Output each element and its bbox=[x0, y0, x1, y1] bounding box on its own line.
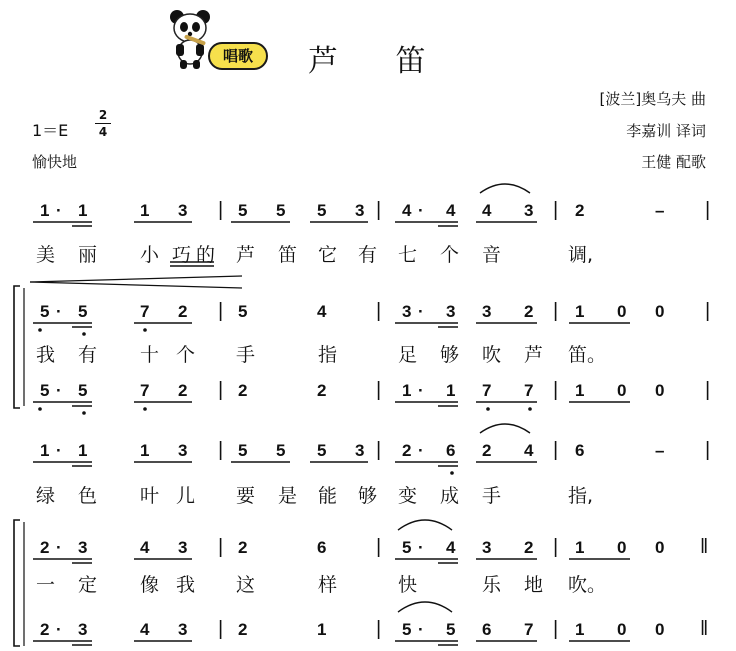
note: 0 bbox=[655, 381, 665, 400]
note: 2 bbox=[40, 620, 50, 639]
note: 2 bbox=[178, 381, 188, 400]
lyric-syllable: 有 bbox=[78, 344, 98, 366]
note: 2 bbox=[482, 441, 492, 460]
system-braces bbox=[14, 286, 24, 646]
barline: | bbox=[553, 379, 559, 401]
note: 3 bbox=[178, 620, 188, 639]
lyric-syllable: 个 bbox=[440, 244, 460, 266]
note: 7 bbox=[140, 381, 150, 400]
lyric-syllable: 快 bbox=[398, 574, 418, 596]
dot-mark: · bbox=[56, 441, 62, 460]
lyric-syllable: 个 bbox=[176, 344, 196, 366]
lyric-syllable: 定 bbox=[78, 574, 98, 596]
note: 5 bbox=[238, 201, 248, 220]
arranger-credit: 王健 配歌 bbox=[641, 153, 706, 171]
note: 0 bbox=[655, 302, 665, 321]
note: 2 bbox=[238, 620, 248, 639]
lyric-syllable: 样 bbox=[318, 574, 338, 596]
note: 5 bbox=[402, 620, 412, 639]
note: 7 bbox=[524, 620, 534, 639]
note: 6 bbox=[482, 620, 492, 639]
lyric-syllable: 丽 bbox=[78, 244, 98, 266]
lyric-syllable: 十 bbox=[140, 344, 160, 366]
note: 3 bbox=[178, 441, 188, 460]
note: 7 bbox=[140, 302, 150, 321]
note: 4 bbox=[482, 201, 492, 220]
lyric-syllable: 巧 bbox=[172, 244, 192, 266]
hold-dash: – bbox=[655, 441, 665, 460]
lyric-syllable: 够 bbox=[440, 344, 460, 366]
lyric-syllable: 调, bbox=[568, 244, 594, 266]
note: 6 bbox=[446, 441, 456, 460]
note: 1 bbox=[575, 302, 585, 321]
note: 3 bbox=[178, 201, 188, 220]
barline: | bbox=[376, 199, 382, 221]
lyric-syllable: 手 bbox=[482, 485, 502, 507]
barline: | bbox=[376, 300, 382, 322]
barline: | bbox=[705, 199, 711, 221]
lyric-syllable: 地 bbox=[524, 574, 544, 596]
rhythm-underlines bbox=[33, 222, 630, 645]
dot-mark: · bbox=[56, 620, 62, 639]
note: 1 bbox=[78, 201, 88, 220]
lyric-syllable: 音 bbox=[482, 244, 502, 266]
note: 6 bbox=[317, 538, 327, 557]
lyric-syllable: 芦 bbox=[524, 344, 544, 366]
note: 3 bbox=[178, 538, 188, 557]
slurs bbox=[398, 184, 530, 612]
lyric-syllable: 是 bbox=[278, 485, 298, 507]
lyric-syllable: 手 bbox=[236, 344, 256, 366]
lyric-syllable: 够 bbox=[358, 485, 378, 507]
note: 0 bbox=[617, 381, 627, 400]
note: 3 bbox=[482, 302, 492, 321]
note: 1 bbox=[140, 441, 150, 460]
tempo-marking: 愉快地 bbox=[32, 153, 78, 171]
note: 5 bbox=[40, 302, 50, 321]
song-title-text: 芦 笛 bbox=[308, 44, 450, 79]
note: 1 bbox=[78, 441, 88, 460]
note: 2 bbox=[575, 201, 585, 220]
key-signature: 1＝E bbox=[32, 121, 69, 140]
lyric-syllable: 芦 bbox=[236, 244, 256, 266]
note: 1 bbox=[575, 538, 585, 557]
note: 1 bbox=[446, 381, 456, 400]
note: 0 bbox=[655, 538, 665, 557]
note: 2 bbox=[238, 381, 248, 400]
note: 0 bbox=[617, 620, 627, 639]
barline: | bbox=[705, 300, 711, 322]
lyric-syllable: 要 bbox=[236, 485, 256, 507]
note: 7 bbox=[524, 381, 534, 400]
lyric-syllable: 吹。 bbox=[568, 574, 607, 596]
lyricist-credit: 李嘉训 译词 bbox=[626, 122, 706, 140]
lyric-syllable: 的 bbox=[196, 244, 216, 266]
lyric-syllable: 我 bbox=[36, 344, 56, 366]
decrescendo bbox=[30, 276, 242, 288]
note: 4 bbox=[317, 302, 327, 321]
lyric-syllable: 指 bbox=[318, 344, 338, 366]
barline: | bbox=[705, 379, 711, 401]
lyric-syllable: 绿 bbox=[36, 485, 56, 507]
note: 5 bbox=[238, 302, 248, 321]
barline: | bbox=[553, 199, 559, 221]
barline: | bbox=[553, 439, 559, 461]
lyric-syllable: 七 bbox=[398, 244, 418, 266]
lyric-syllable: 变 bbox=[398, 485, 418, 507]
time-sig-bottom: 4 bbox=[98, 125, 108, 139]
lyric-syllable: 乐 bbox=[482, 574, 502, 596]
lyric-syllable: 这 bbox=[236, 574, 256, 596]
barline: | bbox=[376, 536, 382, 558]
note: 5 bbox=[402, 538, 412, 557]
note: 0 bbox=[655, 620, 665, 639]
note: 3 bbox=[78, 620, 88, 639]
hold-dash: – bbox=[655, 201, 665, 220]
barline: | bbox=[553, 536, 559, 558]
dot-mark: · bbox=[418, 538, 424, 557]
dot-mark: · bbox=[56, 538, 62, 557]
lyric-syllable: 指, bbox=[568, 485, 594, 507]
lyric-syllable: 小 bbox=[140, 244, 160, 266]
note: 5 bbox=[78, 381, 88, 400]
note: 4 bbox=[446, 201, 456, 220]
lyric-syllable: 笛。 bbox=[568, 344, 607, 366]
note: 0 bbox=[617, 538, 627, 557]
barline: | bbox=[218, 199, 224, 221]
note: 1 bbox=[140, 201, 150, 220]
note: 4 bbox=[140, 620, 150, 639]
note: 2 bbox=[178, 302, 188, 321]
barline: | bbox=[218, 300, 224, 322]
lyric-syllable: 叶 bbox=[140, 485, 160, 507]
note: 1 bbox=[575, 620, 585, 639]
note: 3 bbox=[524, 201, 534, 220]
note: 3 bbox=[402, 302, 412, 321]
lyric-syllable: 笛 bbox=[278, 244, 298, 266]
note: 1 bbox=[40, 201, 50, 220]
sing-badge: 唱歌 bbox=[208, 42, 268, 70]
barline: | bbox=[553, 300, 559, 322]
note: 0 bbox=[617, 302, 627, 321]
barline: ‖ bbox=[700, 618, 709, 640]
note: 1 bbox=[40, 441, 50, 460]
barline: | bbox=[705, 439, 711, 461]
lyric-syllable: 成 bbox=[440, 485, 460, 507]
barline: | bbox=[376, 618, 382, 640]
note: 6 bbox=[575, 441, 585, 460]
dot-mark: · bbox=[418, 441, 424, 460]
lyric-syllable: 足 bbox=[398, 344, 418, 366]
barline: | bbox=[218, 439, 224, 461]
dot-mark: · bbox=[56, 302, 62, 321]
note: 5 bbox=[317, 201, 327, 220]
note: 2 bbox=[238, 538, 248, 557]
barline: | bbox=[376, 439, 382, 461]
note: 5 bbox=[446, 620, 456, 639]
dot-mark: · bbox=[418, 381, 424, 400]
dot-mark: · bbox=[418, 201, 424, 220]
barline: | bbox=[376, 379, 382, 401]
note: 5 bbox=[78, 302, 88, 321]
composer-credit: [波兰]奥乌夫 曲 bbox=[599, 90, 706, 108]
note: 5 bbox=[40, 381, 50, 400]
note: 5 bbox=[238, 441, 248, 460]
note: 5 bbox=[317, 441, 327, 460]
lyric-syllable: 像 bbox=[140, 574, 160, 596]
barline: | bbox=[218, 379, 224, 401]
note: 3 bbox=[78, 538, 88, 557]
barline: ‖ bbox=[700, 536, 709, 558]
note: 4 bbox=[446, 538, 456, 557]
barline: | bbox=[218, 618, 224, 640]
note: 2 bbox=[524, 538, 534, 557]
lyric-syllable: 一 bbox=[36, 574, 56, 596]
lyric-syllable: 美 bbox=[36, 244, 56, 266]
note: 1 bbox=[317, 620, 327, 639]
note: 5 bbox=[276, 441, 286, 460]
note: 2 bbox=[317, 381, 327, 400]
lyric-syllable: 儿 bbox=[176, 485, 196, 507]
note: 4 bbox=[140, 538, 150, 557]
note: 4 bbox=[402, 201, 412, 220]
note: 2 bbox=[40, 538, 50, 557]
note: 7 bbox=[482, 381, 492, 400]
barline: | bbox=[218, 536, 224, 558]
lyric-syllable: 色 bbox=[78, 485, 98, 507]
note: 1 bbox=[575, 381, 585, 400]
lyric-syllable: 我 bbox=[176, 574, 196, 596]
note: 3 bbox=[355, 441, 365, 460]
note: 1 bbox=[402, 381, 412, 400]
lyric-syllable: 有 bbox=[358, 244, 378, 266]
lyric-syllable: 能 bbox=[318, 485, 338, 507]
dot-mark: · bbox=[56, 201, 62, 220]
note: 2 bbox=[402, 441, 412, 460]
note: 4 bbox=[524, 441, 534, 460]
note: 2 bbox=[524, 302, 534, 321]
lyric-syllable: 吹 bbox=[482, 344, 502, 366]
dot-mark: · bbox=[418, 620, 424, 639]
lyric-syllable: 它 bbox=[318, 244, 338, 266]
barline: | bbox=[553, 618, 559, 640]
note: 5 bbox=[276, 201, 286, 220]
time-sig-top: 2 bbox=[98, 108, 108, 122]
dot-mark: · bbox=[56, 381, 62, 400]
note: 3 bbox=[355, 201, 365, 220]
note: 3 bbox=[446, 302, 456, 321]
dot-mark: · bbox=[418, 302, 424, 321]
note: 3 bbox=[482, 538, 492, 557]
